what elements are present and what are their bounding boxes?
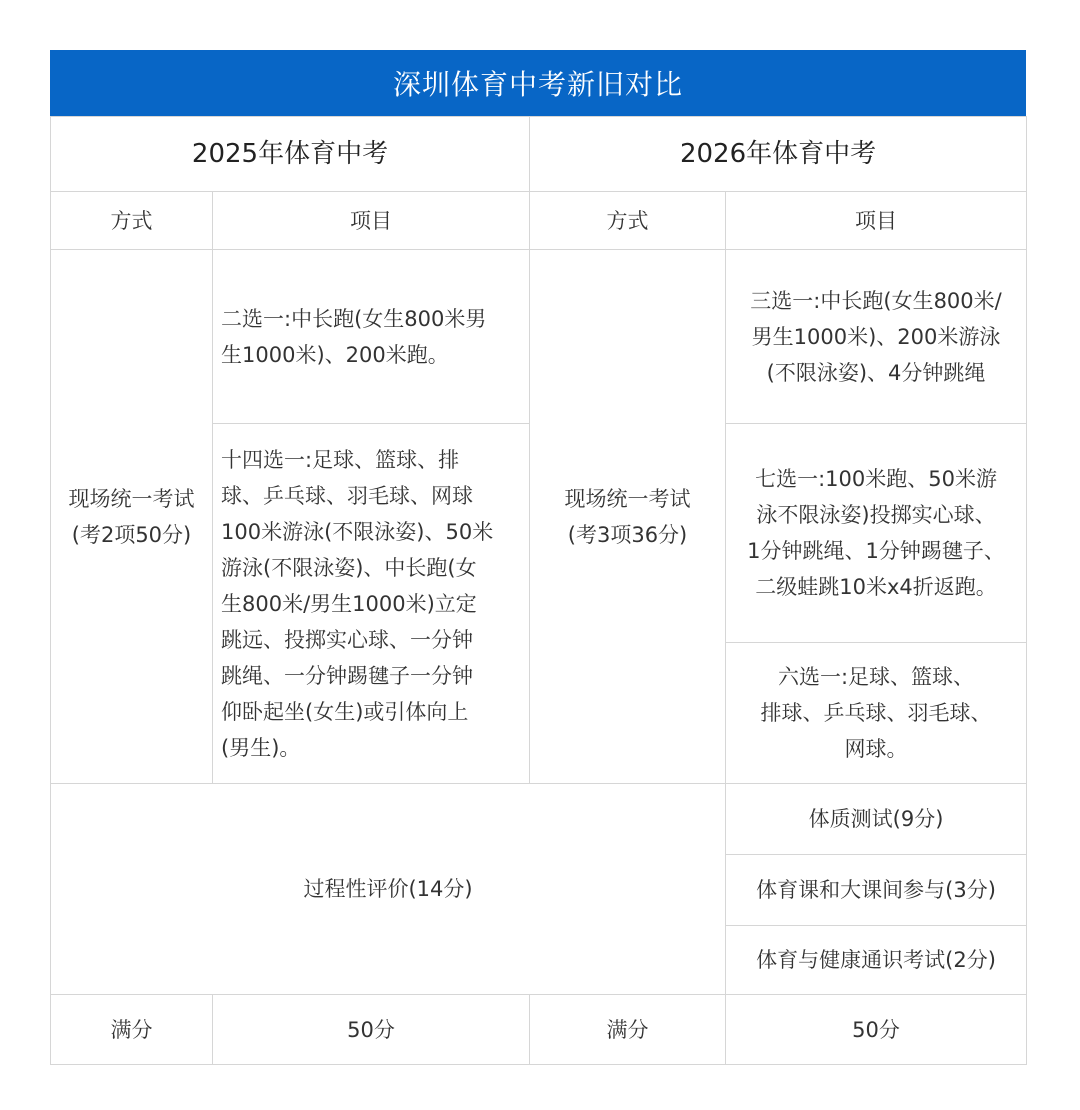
item-line: 十四选一:足球、篮球、排 — [221, 447, 460, 472]
item-2026-choice-3 — [726, 643, 1027, 784]
item-line: 二级蛙跳10米x4折返跑。 — [755, 575, 997, 599]
mode-2026-line: 现场统一考试 — [564, 486, 691, 511]
full-score-value-2025: 50分 — [213, 995, 530, 1065]
full-score-value-2026: 50分 — [726, 995, 1027, 1065]
item-2026-choice-2 — [726, 424, 1027, 643]
item-line: 跳远、投掷实心球、一分钟 — [221, 627, 473, 652]
item-header-2025: 项目 — [213, 192, 530, 250]
item-line: 排球、乒乓球、羽毛球、 — [760, 701, 992, 725]
mode-2025-cell — [51, 250, 213, 784]
item-line: 网球。 — [844, 737, 908, 761]
year-2026-header: 2026年体育中考 — [530, 117, 1027, 192]
comparison-table — [50, 116, 1027, 1065]
item-line: 泳不限泳姿)投掷实心球、 — [756, 503, 996, 527]
mode-2026-cell — [530, 250, 726, 784]
full-score-label-2025: 满分 — [51, 995, 213, 1065]
item-line: (男生)。 — [221, 735, 301, 760]
item-2026-choice-1 — [726, 250, 1027, 424]
year-2025-header: 2025年体育中考 — [51, 117, 530, 192]
full-score-label-2026: 满分 — [530, 995, 726, 1065]
item-line: 跳绳、一分钟踢毽子一分钟 — [221, 663, 473, 688]
item-line: 三选一:中长跑(女生800米/ — [750, 288, 1002, 313]
item-line: 男生1000米)、200米游泳 — [751, 324, 1001, 349]
item-2025-choice-1 — [213, 250, 530, 424]
process-item-2026: 体育与健康通识考试(2分) — [726, 926, 1027, 995]
mode-2025-line: 现场统一考试 — [68, 486, 195, 511]
table-title: 深圳体育中考新旧对比 — [50, 50, 1026, 116]
item-line: 游泳(不限泳姿)、中长跑(女 — [221, 555, 477, 580]
mode-2026-line: (考3项36分) — [567, 522, 688, 547]
item-header-2026: 项目 — [726, 192, 1027, 250]
mode-header-2026: 方式 — [530, 192, 726, 250]
item-line: 生800米/男生1000米)立定 — [221, 591, 477, 616]
mode-header-2025: 方式 — [51, 192, 213, 250]
item-2025-choice-2 — [213, 424, 530, 784]
item-line: 二选一:中长跑(女生800米男 — [221, 306, 487, 331]
item-line: 仰卧起坐(女生)或引体向上 — [221, 699, 469, 724]
process-item-2026: 体质测试(9分) — [726, 784, 1027, 855]
process-item-2026: 体育课和大课间参与(3分) — [726, 855, 1027, 926]
item-line: 生1000米)、200米跑。 — [221, 342, 449, 367]
mode-2025-line: (考2项50分) — [71, 522, 192, 547]
process-evaluation-2025: 过程性评价(14分) — [51, 784, 726, 995]
item-line: 1分钟跳绳、1分钟踢毽子、 — [747, 539, 1005, 563]
item-line: 七选一:100米跑、50米游 — [755, 467, 997, 491]
item-line: 球、乒乓球、羽毛球、网球 — [221, 483, 473, 508]
item-line: 六选一:足球、篮球、 — [777, 665, 975, 689]
item-line: (不限泳姿)、4分钟跳绳 — [766, 360, 986, 385]
item-line: 100米游泳(不限泳姿)、50米 — [221, 519, 494, 544]
